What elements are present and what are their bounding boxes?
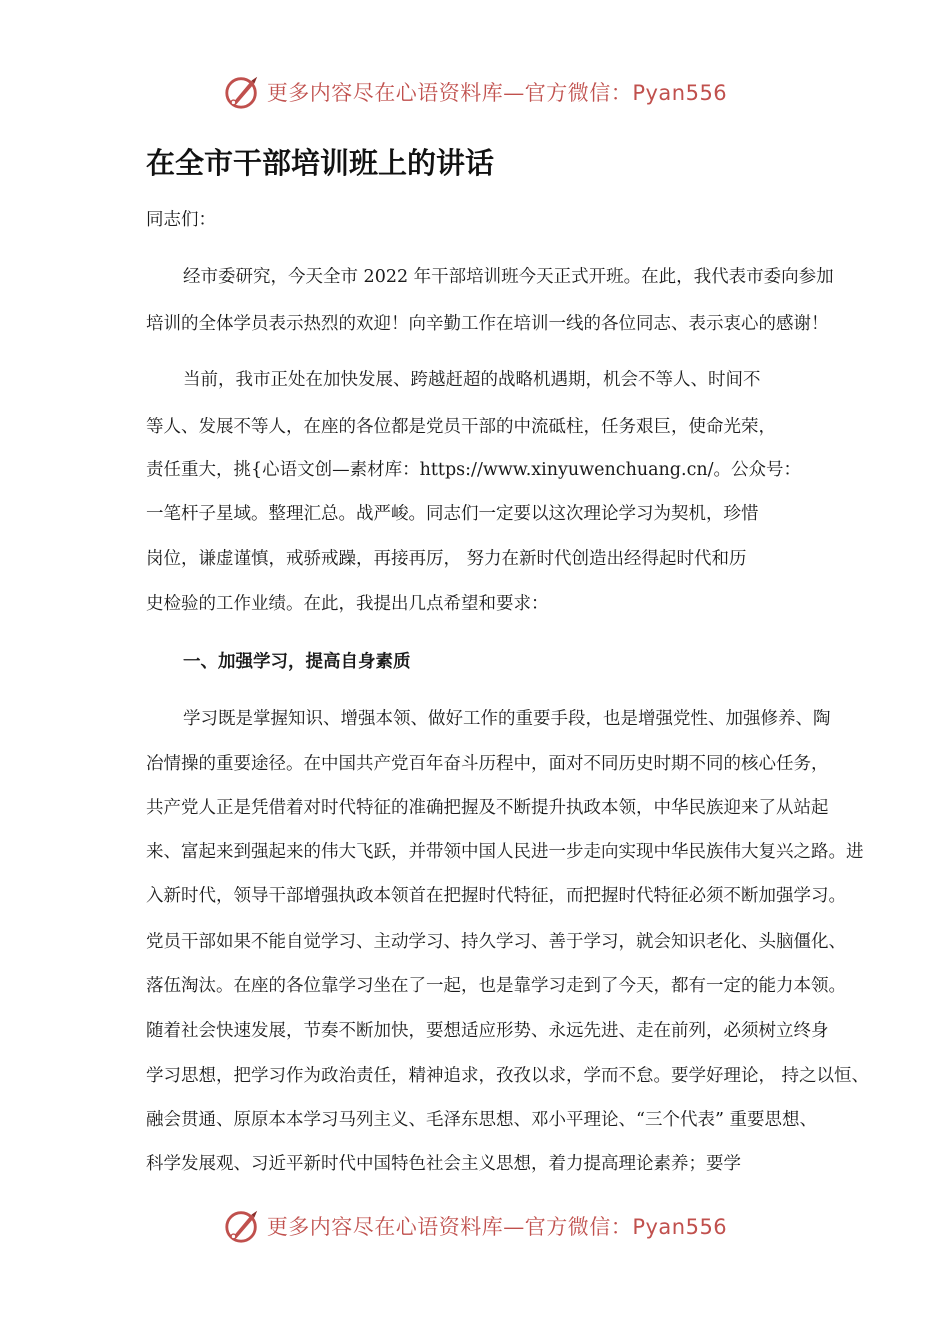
text-line: 培训的全体学员表示热烈的欢迎！向辛勤工作在培训一线的各位同志、表示衷心的感谢！ (146, 314, 829, 334)
footer-watermark (0, 1204, 950, 1248)
text-line: 来、富起来到强起来的伟大飞跃，并带领中国人民进一步走向实现中华民族伟大复兴之路。进 (146, 842, 864, 862)
header-watermark (0, 70, 950, 114)
text-line: 落伍淘汰。在座的各位靠学习坐在了一起，也是靠学习走到了今天，都有一定的能力本领。 (146, 976, 846, 996)
text-line: 责任重大，挑{心语文创—素材库：https://www.xinyuwenchuang.cn/。公众号： (146, 460, 802, 480)
text-line: 科学发展观、习近平新时代中国特色社会主义思想，着力提高理论素养；要学 (146, 1154, 741, 1174)
text-line: 学习既是掌握知识、增强本领、做好工作的重要手段，也是增强党性、加强修养、陶 (183, 709, 831, 729)
text-line: 融会贯通、原原本本学习马列主义、毛泽东思想、邓小平理论、“三个代表” 重要思想、 (146, 1110, 817, 1130)
page-title: 在全市干部培训班上的讲话 (146, 146, 495, 180)
quill-pen-circle-icon (223, 73, 261, 111)
text-line: 入新时代，领导干部增强执政本领首在把握时代特征，而把握时代特征必须不断加强学习。 (146, 886, 846, 906)
wechat-id: Pyan556 (632, 81, 728, 105)
text-line: 一笔杆子星域。整理汇总。战严峻。同志们一定要以这次理论学习为契机，珍惜 (146, 504, 759, 524)
quill-pen-circle-icon (223, 1207, 261, 1245)
text-line: 学习思想，把学习作为政治责任，精神追求，孜孜以求，学而不怠。要学好理论， 持之以恒、 (146, 1066, 870, 1086)
text-line: 随着社会快速发展，节奏不断加快，要想适应形势、永远先进、走在前列，必须树立终身 (146, 1021, 829, 1041)
text-line: 等人、发展不等人，在座的各位都是党员干部的中流砥柱，任务艰巨，使命光荣， (146, 417, 776, 437)
text-line: 岗位，谦虚谨慎，戒骄戒躁，再接再厉， 努力在新时代创造出经得起时代和历 (146, 549, 747, 569)
text-line: 冶情操的重要途径。在中国共产党百年奋斗历程中，面对不同历史时期不同的核心任务， (146, 754, 829, 774)
watermark-text: 更多内容尽在心语资料库—官方微信：Pyan556 (266, 1215, 728, 1239)
text-line: 史检验的工作业绩。在此，我提出几点希望和要求： (146, 594, 549, 614)
watermark-text: 更多内容尽在心语资料库—官方微信：Pyan556 (266, 81, 728, 105)
text-line: 党员干部如果不能自觉学习、主动学习、持久学习、善于学习，就会知识老化、头脑僵化、 (146, 932, 846, 952)
section-heading: 一、加强学习，提高自身素质 (183, 652, 411, 672)
text-line: 经市委研究，今天全市 2022 年干部培训班今天正式开班。在此，我代表市委向参加 (183, 267, 834, 287)
text-line: 共产党人正是凭借着对时代特征的准确把握及不断提升执政本领，中华民族迎来了从站起 (146, 798, 829, 818)
text-line: 当前，我市正处在加快发展、跨越赶超的战略机遇期，机会不等人、时间不 (183, 370, 761, 390)
salutation: 同志们： (146, 210, 216, 230)
wechat-id: Pyan556 (632, 1215, 728, 1239)
